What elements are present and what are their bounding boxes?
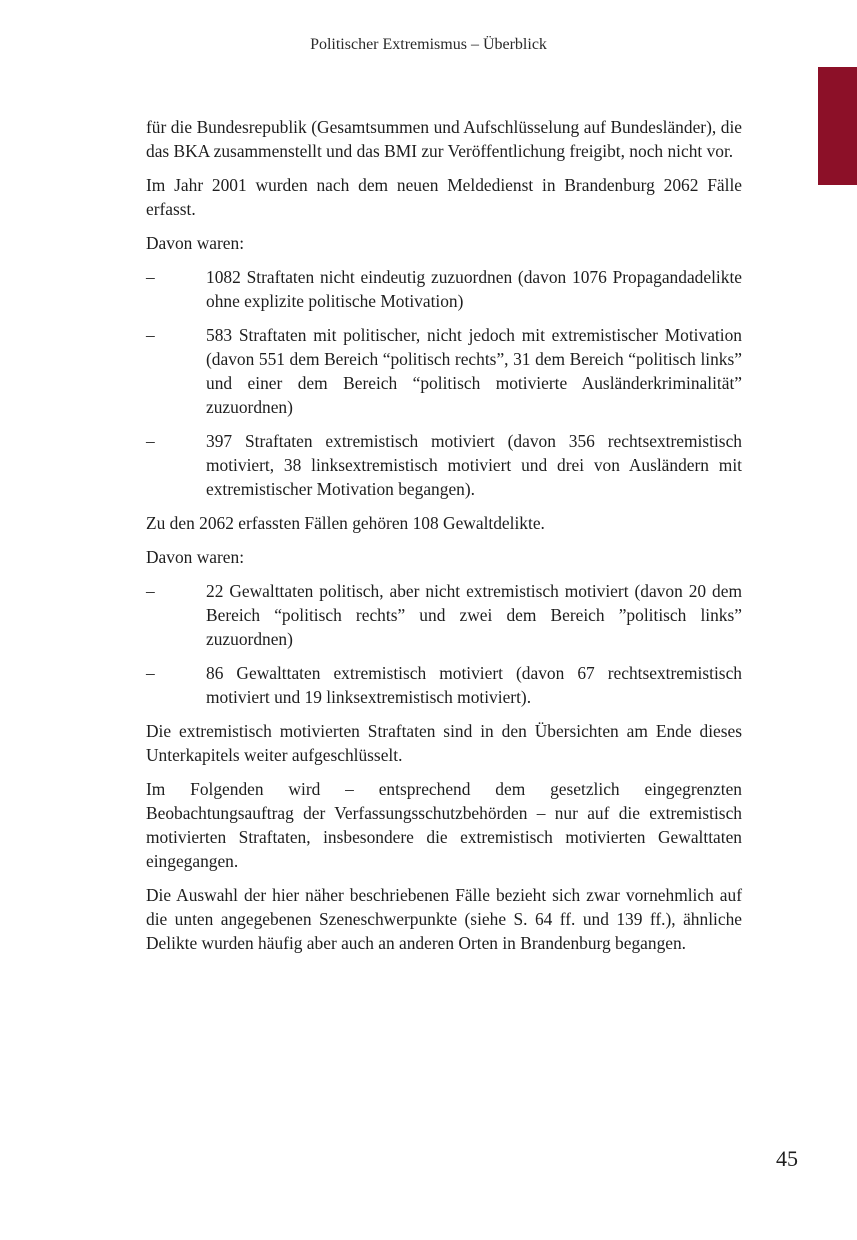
list-item-text: 86 Gewalttaten extremistisch motiviert (davon 67 rechtsextremistisch motiviert und 19 linksextremistisch motiviert). xyxy=(206,663,742,707)
offenses-list xyxy=(146,265,742,501)
paragraph-violent-offenses: Zu den 2062 erfassten Fällen gehören 108 Gewaltdelikte. xyxy=(146,513,545,533)
dash-bullet: – xyxy=(146,663,155,683)
dash-bullet: – xyxy=(146,267,155,287)
paragraph-breakdown-lead-2: Davon waren: xyxy=(146,547,245,567)
list-item-text: 583 Straftaten mit politischer, nicht jedoch mit extremistischer Motivation (davon 551 dem Bereich “politisch rechts”, 31 dem Bereich “politisch links” und einer dem Bereich “politisch motivierte Ausländerkriminalität” zuzuordnen) xyxy=(206,325,742,417)
list-item xyxy=(146,323,742,419)
list-item xyxy=(146,429,742,501)
list-item-text: 22 Gewalttaten politisch, aber nicht extremistisch motiviert (davon 20 dem Bereich “politisch rechts” und zwei dem Bereich ”politisch links” zuzuordnen) xyxy=(206,581,742,649)
paragraph-case-selection: Die Auswahl der hier näher beschriebenen Fälle bezieht sich zwar vornehmlich auf die unten angegebenen Szeneschwerpunkte (siehe S. 64 ff. und 139 ff.), ähnliche Delikte wurden häufig aber auch an anderen Orten in Brandenburg begangen. xyxy=(146,885,742,953)
paragraph-intro: für die Bundesrepublik (Gesamtsummen und Aufschlüsselung auf Bundesländer), die das BKA zusammenstellt und das BMI zur Veröffentlichung freigibt, noch nicht vor. xyxy=(146,117,742,161)
dash-bullet: – xyxy=(146,581,155,601)
running-header: Politischer Extremismus – Überblick xyxy=(310,36,547,53)
paragraph-total-cases: Im Jahr 2001 wurden nach dem neuen Meldedienst in Brandenburg 2062 Fälle erfasst. xyxy=(146,175,742,219)
list-item-text: 397 Straftaten extremistisch motiviert (davon 356 rechtsextremistisch motiviert, 38 linksextremistisch motiviert und drei von Ausländern mit extremistischer Motivation begangen). xyxy=(206,431,742,499)
page-number: 45 xyxy=(776,1146,798,1171)
paragraph-breakdown-lead: Davon waren: xyxy=(146,233,245,253)
list-item xyxy=(146,661,742,709)
chapter-thumb-tab xyxy=(818,67,857,185)
paragraph-scope: Im Folgenden wird – entsprechend dem gesetzlich eingegrenzten Beobachtungsauftrag der Verfassungsschutzbehörden – nur auf die extremistisch motivierten Straftaten, insbesondere die extremistisch motivierten Gewalttaten eingegangen. xyxy=(146,779,742,871)
violent-offenses-list xyxy=(146,579,742,709)
list-item xyxy=(146,265,742,313)
dash-bullet: – xyxy=(146,431,155,451)
dash-bullet: – xyxy=(146,325,155,345)
list-item xyxy=(146,579,742,651)
body-text xyxy=(146,115,742,965)
list-item-text: 1082 Straftaten nicht eindeutig zuzuordnen (davon 1076 Propagandadelikte ohne explizite politische Motivation) xyxy=(206,267,742,311)
paragraph-overview-note: Die extremistisch motivierten Straftaten sind in den Übersichten am Ende dieses Unterkapitels weiter aufgeschlüsselt. xyxy=(146,721,742,765)
